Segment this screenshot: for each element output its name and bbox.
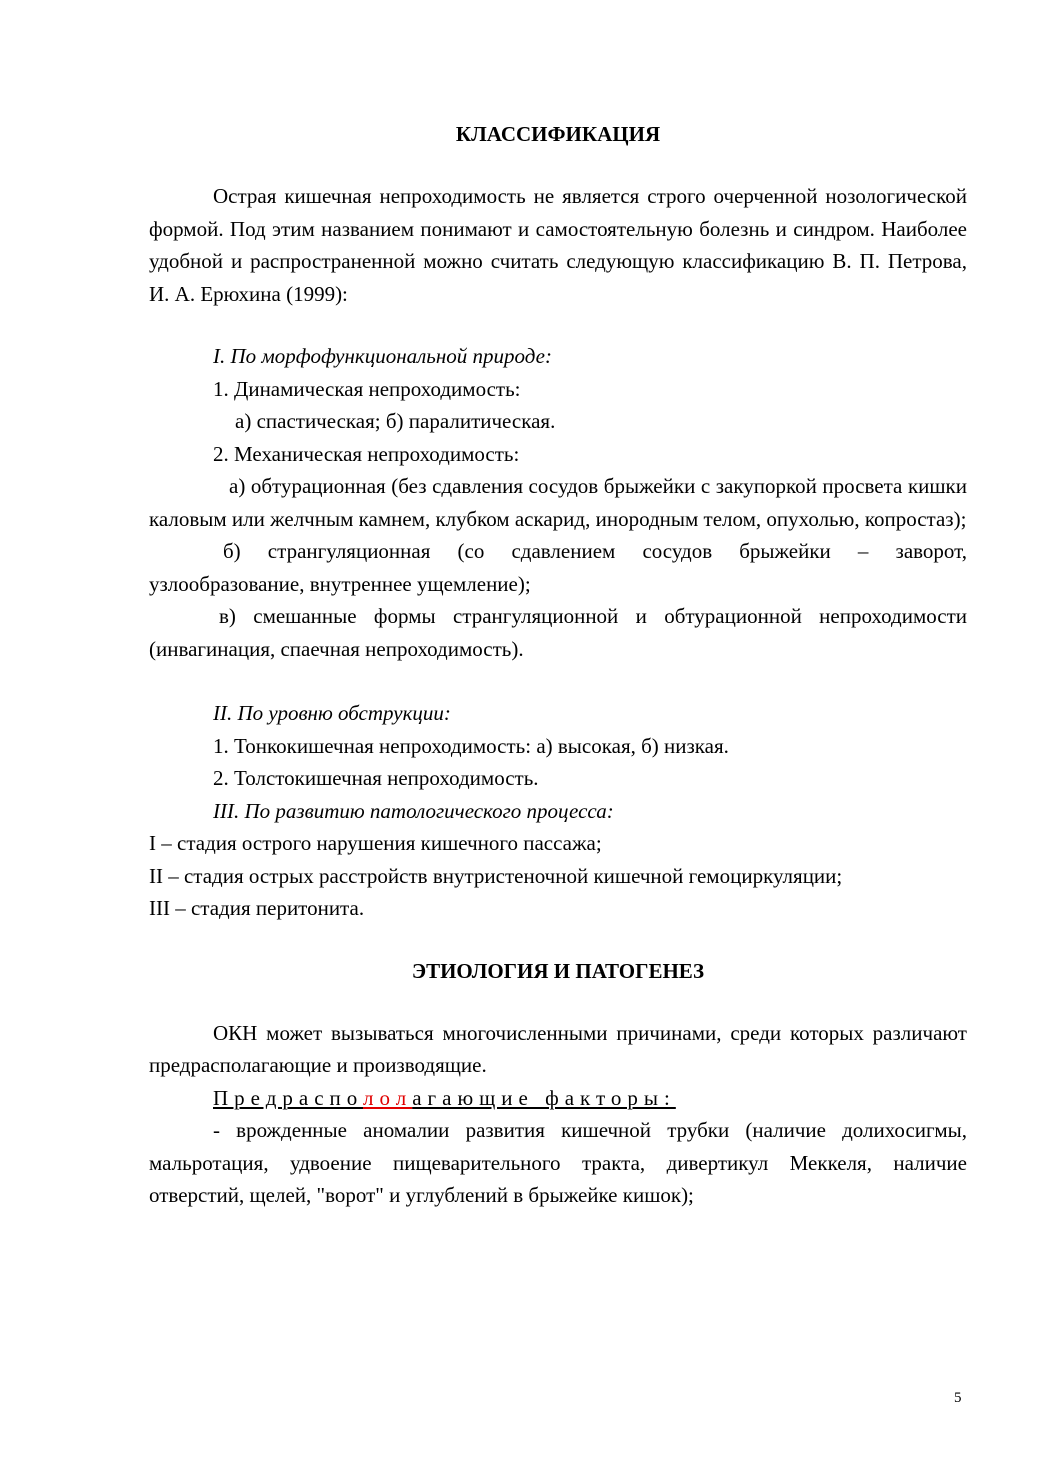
class-1-item-1: 1. Динамическая непроходимость: (213, 376, 521, 401)
class-3-item-2: II – стадия острых расстройств внутристеночной кишечной гемоциркуляции; (149, 863, 843, 888)
class-2-heading: II. По уровню обструкции: (213, 701, 451, 725)
page-number: 5 (954, 1390, 962, 1406)
intro-paragraph: Острая кишечная непроходимость не является строго очерченной нозологической формой. Под этим названием понимают и самостоятельную болезнь и синдром. Наиболее удобной и распространенной можно считать следующую классификацию В. П. Петрова, И. А. Ерюхина (1999): (149, 184, 967, 306)
predisposing-label-part-1: Предраспо (213, 1085, 363, 1110)
class-3-heading: III. По развитию патологического процесса: (213, 798, 614, 823)
class-1-item-1a: а) спастическая; б) паралитическая. (235, 409, 556, 433)
class-1-item-2: 2. Механическая непроходимость: (213, 441, 520, 466)
class-2-item-1: 1. Тонкокишечная непроходимость: а) высокая, б) низкая. (213, 733, 729, 758)
etiology-paragraph: ОКН может вызываться многочисленными причинами, среди которых различают предрасполагающие и производящие. (149, 1020, 967, 1077)
predisposing-label-part-2: агающие факторы: (412, 1085, 676, 1110)
class-3-item-3: III – стадия перитонита. (149, 896, 365, 920)
predisposing-factors-heading (149, 1082, 967, 1115)
class-1-item-2a: а) обтурационная (без сдавления сосудов брыжейки с закупоркой просвета кишки каловым или желчным камнем, клубком аскарид, инородным телом, опухолью, копростаз); (149, 474, 967, 531)
classification-heading: КЛАССИФИКАЦИЯ (455, 122, 661, 146)
class-1-heading: I. По морфофункциональной природе: (213, 344, 552, 368)
class-1-item-2c: в) смешанные формы странгуляционной и обтурационной непроходимости (инвагинация, спаечная непроходимость). (149, 604, 967, 661)
predisposing-label-highlight: лол (363, 1085, 413, 1110)
predisposing-item-1: - врожденные аномалии развития кишечной трубки (наличие долихосигмы, мальротация, удвоение пищеварительного тракта, дивертикул Меккеля, наличие отверстий, щелей, "ворот" и углублений в брыжейке кишок); (149, 1118, 967, 1207)
etiology-heading: ЭТИОЛОГИЯ И ПАТОГЕНЕЗ (411, 958, 705, 983)
document-page (149, 118, 967, 1212)
class-1-item-2b: б) странгуляционная (со сдавлением сосудов брыжейки – заворот, узлообразование, внутреннее ущемление); (149, 539, 967, 596)
class-3-item-1: I – стадия острого нарушения кишечного пассажа; (149, 831, 602, 855)
class-2-item-2: 2. Толстокишечная непроходимость. (213, 766, 539, 790)
